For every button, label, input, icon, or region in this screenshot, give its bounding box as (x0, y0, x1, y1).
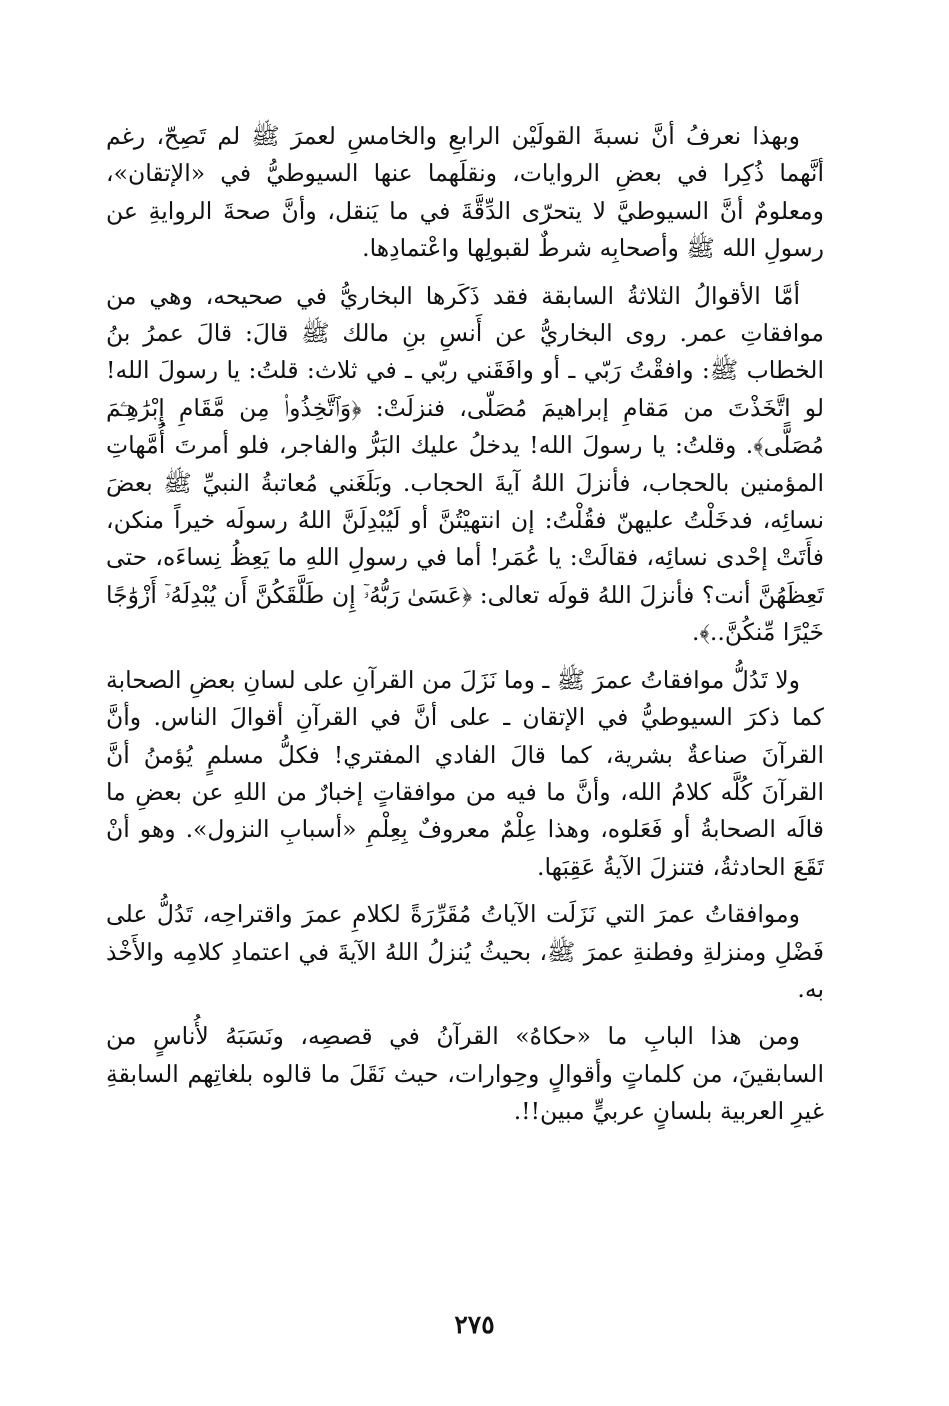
paragraph-2: أمَّا الأقوالُ الثلاثةُ السابقة فقد ذَكَرها البخاريُّ في صحيحه، وهي من موافقاتِ عمر. روى البخاريُّ عن أَنسِ بنِ مالك ﷺ قالَ: قالَ عمرُ بنُ الخطاب ﷺ: وافقْتُ رَبّي ـ أو وافَقَني ربّي ـ في ثلاث: قلتُ: يا رسولَ الله! لو اتَّخَذْتَ من مَقامِ إبراهيمَ مُصَلّى، فنزلَتْ: ﴿وَٱتَّخِذُوا۟ مِن مَّقَامِ إِبْرَٰهِـۧمَ مُصَلًّى﴾. وقلتُ: يا رسولَ الله! يدخلُ عليك البَرُّ والفاجر، فلو أمرتَ أُمَّهاتِ المؤمنين بالحجاب، فأنزلَ اللهُ آيةَ الحجاب. وبَلَغَني مُعاتبةُ النبيِّ ﷺ بعضَ نسائِه، فدخَلْتُ عليهنّ فقُلْتُ: إن انتهيْتُنَّ أو لَيُبْدِلَنَّ اللهُ رسولَه خيراً منكن، فأَتَتْ إحْدى نسائِه، فقالَتْ: يا عُمَر! أما في رسولِ اللهِ ما يَعِظُ نِساءَه، حتى تَعِظَهُنَّ أنت؟ فأنزلَ اللهُ قولَه تعالى: ﴿عَسَىٰ رَبُّهُۥٓ إِن طَلَّقَكُنَّ أَن يُبْدِلَهُۥٓ أَزْوَٰجًا خَيْرًا مِّنكُنَّ..﴾. (106, 281, 824, 647)
paragraph-gap (106, 268, 824, 278)
paragraph-4: وموافقاتُ عمرَ التي نَزَلَت الآياتُ مُقَرِّرَةً لكلامِ عمرَ واقتراحِه، تَدُلُّ على فَضْلِ ومنزلةِ وفطنةِ عمرَ ﷺ، بحيثُ يُنزلُ اللهُ الآيةَ في اعتمادِ كلامِه والأَخْذ به. (106, 900, 824, 1003)
page-number: ٢٧٥ (454, 1310, 495, 1339)
page-body (106, 118, 824, 1131)
paragraph-5: ومن هذا البابِ ما «حكاهُ» القرآنُ في قصصِه، ونَسَبَهُ لأُناسٍ من السابقينَ، من كلماتٍ وأقوالٍ وحِوارات، حيث نَقَلَ ما قالوه بلغاتِهم السابقةِ غيرِ العربية بلسانٍ عربيٍّ مبين!!. (106, 1022, 824, 1126)
paragraph-gap (106, 652, 824, 662)
paragraph-gap (106, 1008, 824, 1018)
paragraph-gap (106, 886, 824, 896)
paragraph-1: وبهذا نعرفُ أنَّ نسبةَ القولَيْن الرابعِ والخامسِ لعمرَ ﷺ لم تَصِحّ، رغم أنَّهما ذُكِرا في بعضِ الروايات، ونقلَهما عنها السيوطيُّ في «الإتقان»، ومعلومٌ أنَّ السيوطيَّ لا يتحرّى الدِّقَّةَ في ما يَنقل، وأنَّ صحةَ الروايةِ عن رسولِ الله ﷺ وأصحابِه شرطٌ لقبولِها واعْتمادِها. (106, 122, 824, 263)
paragraph-3: ولا تَدُلُّ موافقاتُ عمرَ ﷺ ـ وما نَزَلَ من القرآنِ على لسانِ بعضِ الصحابة كما ذكرَ السيوطيُّ في الإتقان ـ على أنَّ في القرآنِ أقوالَ الناس. وأنَّ القرآنَ صناعةٌ بشرية، كما قالَ الفادي المفتري! فكلُّ مسلمٍ يُؤمنُ أنَّ القرآنَ كُلَّه كلامُ الله، وأنَّ ما فيه من موافقاتٍ إخبارٌ من اللهِ عن بعضِ ما قالَه الصحابةُ أو فَعَلوه، وهذا عِلْمٌ معروفٌ بِعِلْمِ «أسبابِ النزول». وهو أنْ تَقَعَ الحادثةُ، فتنزلَ الآيةُ عَقِبَها. (106, 665, 824, 881)
